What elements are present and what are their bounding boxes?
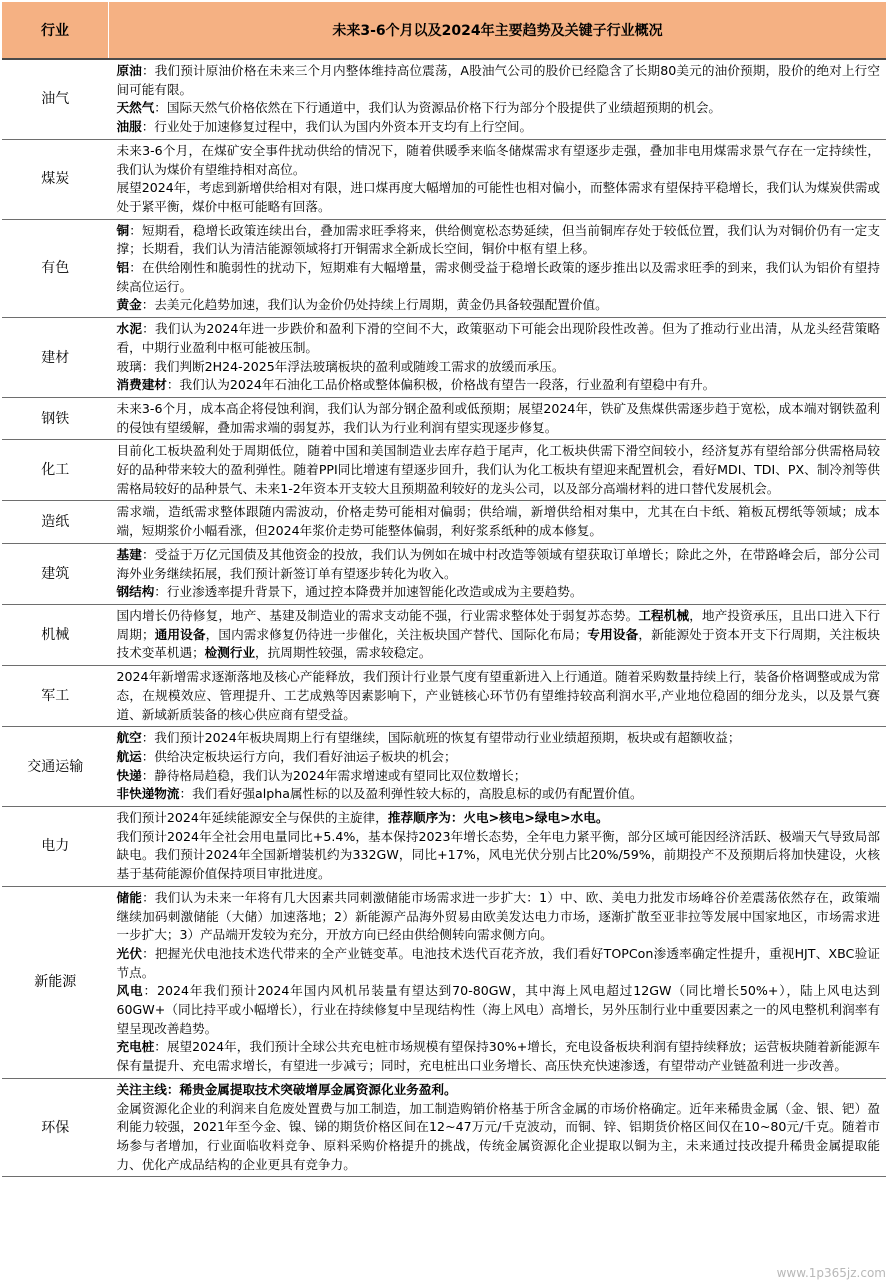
paragraph-text: 我们预计2024年延续能源安全与保供的主旋律，: [116, 810, 388, 826]
keyword-label: 钢结构: [116, 584, 155, 600]
paragraph-text: ：去美元化趋势加速，我们认为金价仍处持续上行周期，黄金仍具备较强配置价值。: [141, 297, 608, 313]
keyword-label: 非快递物流: [116, 786, 180, 802]
table-header-row: [2, 2, 886, 59]
paragraph-text: ：我们认为2024年石油化工品价格或整体偏积极，价格战有望告一段落，行业盈利有望稳中有升。: [166, 377, 716, 393]
outlook-paragraph: [117, 296, 881, 315]
keyword-label: 油服: [116, 119, 142, 135]
outlook-paragraph: [117, 607, 881, 663]
outlook-paragraph: [117, 583, 881, 602]
industry-cell: 化工: [2, 440, 109, 501]
keyword-label: 光伏: [116, 945, 143, 961]
paragraph-text: ：我们看好强alpha属性标的以及盈利弹性较大标的，高股息标的或仍有配置价值。: [179, 786, 643, 802]
keyword-label: 专用设备: [587, 626, 639, 642]
paragraph-text: ：我们预计2024年板块周期上行有望继续，国际航班的恢复有望带动行业业绩超预期，板块或有超额收益；: [141, 730, 741, 746]
outlook-cell: [109, 501, 887, 543]
outlook-paragraph: [117, 99, 881, 118]
table-row: [2, 1078, 886, 1177]
outlook-cell: [109, 807, 887, 887]
table-row: [2, 807, 886, 887]
keyword-label: 天然气: [116, 100, 155, 116]
paragraph-text: ：受益于万亿元国债及其他资金的投放，我们认为例如在城中村改造等领域有望获取订单增长；除此之外，在带路峰会后，部分公司海外业务继续拓展，我们预计新签订单有望逐步转化为收入。: [116, 546, 881, 581]
keyword-label: 工程机械: [638, 607, 690, 623]
keyword-label: 消费建材: [116, 377, 167, 393]
table-row: [2, 501, 886, 543]
keyword-label: 水泥: [116, 321, 143, 337]
keyword-label: 原油: [116, 63, 142, 78]
paragraph-text: ：静待格局趋稳，我们认为2024年需求增速或有望同比双位数增长；: [141, 767, 527, 783]
keyword-label: 关注主线：稀贵金属提取技术突破增厚金属资源化业务盈利。: [116, 1081, 457, 1097]
industry-cell: 军工: [2, 666, 109, 727]
paragraph-text: 需求端，造纸需求整体跟随内需波动，价格走势可能相对偏弱；供给端，新增供给相对集中，尤其在白卡纸、箱板瓦楞纸等领域；成本端，短期浆价小幅看涨，但2024年浆价走势可能整体偏弱，利好浆系纸种的成本修复。: [116, 504, 880, 539]
outlook-paragraph: [117, 1081, 881, 1100]
industry-cell: 钢铁: [2, 397, 109, 439]
keyword-label: 快递: [116, 767, 142, 783]
header-industry: 行业: [2, 2, 109, 59]
keyword-label: 航空: [116, 730, 142, 746]
industry-cell: 建材: [2, 318, 109, 398]
paragraph-text: ：我们认为2024年进一步跌价和盈利下滑的空间不大，政策驱动下可能会出现阶段性改善。但为了推动行业出清，从龙头经营策略看，中期行业盈利中枢可能被压制。: [116, 321, 880, 355]
paragraph-text: ：在供给刚性和脆弱性的扰动下，短期难有大幅增量，需求侧受益于稳增长政策的逐步推出以及需求旺季的到来，我们认为铝价有望持续高位运行。: [116, 260, 881, 294]
table-row: [2, 397, 886, 439]
outlook-paragraph: [117, 358, 881, 377]
paragraph-text: ：2024年我们预计2024年国内风机吊装量有望达到70-80GW，其中海上风电超过12GW（同比增长50%+），陆上风电达到60GW+（同比持平或小幅增长），行业在持续修复中呈现结构性（海上风电）高增长，另外压制行业中重要因素之一的风电整机利润率有望呈现改善趋势。: [116, 983, 881, 1036]
paragraph-text: ，地产投资承压，且出口进入下行周期；: [116, 607, 881, 642]
industry-cell: 油气: [2, 59, 109, 139]
outlook-paragraph: [117, 828, 881, 884]
keyword-label: 通用设备: [154, 626, 206, 642]
table-row: [2, 886, 886, 1078]
outlook-cell: [109, 440, 887, 501]
paragraph-text: 金属资源化企业的利润来自危废处置费与加工制造，加工制造购销价格基于所含金属的市场价格确定。近年来稀贵金属（金、银、钯）盈利能力较强，2021年至今金、镍、锑的期货价格区间在12~47万元/千克波动，而铜、锌、铝期货价格区间仅在10~80元/千克。随着市场参与者增加，行业面临收料竞争、原料采购价格提升的挑战，传统金属资源化企业提取以铜为主，未来通过技改提升稀贵金属提取能力、优化产成品结构的企业更具有竞争力。: [116, 1100, 880, 1172]
outlook-paragraph: [117, 179, 881, 216]
outlook-paragraph: [117, 62, 881, 99]
outlook-cell: [109, 397, 887, 439]
keyword-label: 储能: [116, 889, 143, 905]
outlook-cell: [109, 318, 887, 398]
outlook-paragraph: [117, 320, 881, 357]
paragraph-text: ：行业渗透率提升背景下，通过控本降费并加速智能化改造或成为主要趋势。: [154, 584, 583, 600]
outlook-paragraph: [117, 1038, 881, 1075]
industry-cell: 机械: [2, 604, 109, 665]
keyword-label: 风电: [116, 983, 144, 999]
paragraph-text: 未来3-6个月，成本高企将侵蚀利润，我们认为部分钢企盈利或低预期；展望2024年，铁矿及焦煤供需逐步趋于宽松，成本端对钢铁盈利的侵蚀有望缓解，叠加需求端的弱复苏，我们认为行业利润有望实现逐步修复。: [116, 400, 880, 435]
paragraph-text: 未来3-6个月，在煤矿安全事件扰动供给的情况下，随着供暖季来临冬储煤需求有望逐步走强，叠加非电用煤需求景气存在一定持续性，我们认为煤价有望维持相对高位。: [116, 142, 880, 177]
industry-cell: 建筑: [2, 543, 109, 604]
outlook-paragraph: [117, 945, 881, 982]
outlook-cell: [109, 1078, 887, 1177]
outlook-paragraph: [117, 748, 881, 767]
keyword-label: 检测行业: [204, 645, 256, 661]
keyword-label: 推荐顺序为：火电>核电>绿电>水电。: [387, 810, 609, 826]
paragraph-text: 国内增长仍待修复，地产、基建及制造业的需求支动能不强，行业需求整体处于弱复苏态势。: [116, 607, 639, 623]
keyword-label: 铝: [116, 260, 130, 276]
paragraph-text: ，新能源处于资本开支下行周期，关注板块技术变革机遇；: [116, 626, 881, 661]
outlook-paragraph: [117, 809, 881, 828]
table-row: [2, 727, 886, 807]
table-row: [2, 543, 886, 604]
outlook-paragraph: [117, 442, 881, 498]
paragraph-text: ：国际天然气价格依然在下行通道中，我们认为资源品价格下行为部分个股提供了业绩超预期的机会。: [154, 100, 721, 116]
industry-cell: 新能源: [2, 886, 109, 1078]
paragraph-text: ：我们认为未来一年将有几大因素共同刺激储能市场需求进一步扩大：1）中、欧、美电力批发市场峰谷价差震荡依然存在，政策端继续加码刺激储能（大储）加速落地；2）新能源产品海外贸易由欧美发达电力市场，逐渐扩散至亚非拉等发展中国家地区，市场需求进一步扩大；3）产品端开发较为充分，开放方向已经由供给侧转向需求侧方向。: [116, 889, 881, 943]
outlook-paragraph: [117, 222, 881, 259]
paragraph-text: 展望2024年，考虑到新增供给相对有限，进口煤再度大幅增加的可能性也相对偏小，而整体需求有望保持平稳增长，我们认为煤炭供需或处于紧平衡，煤价中枢可能略有回落。: [116, 180, 880, 214]
outlook-paragraph: [117, 668, 881, 724]
outlook-cell: [109, 727, 887, 807]
paragraph-text: ：短期看，稳增长政策连续出台，叠加需求旺季将来，供给侧宽松态势延续，但当前铜库存处于较低位置，我们认为对铜价仍有一定支撑；长期看，我们认为清洁能源领域将打开铜需求全新成长空间，铜价中枢有望上移。: [116, 222, 881, 257]
keyword-label: 黄金: [116, 297, 142, 313]
outlook-paragraph: [117, 889, 881, 945]
outlook-paragraph: [117, 400, 881, 437]
paragraph-text: 我们预计2024年全社会用电量同比+5.4%，基本保持2023年增长态势，全年电力紧平衡，部分区域可能因经济活跃、极端天气导致局部缺电。我们预计2024年全国新增装机约为332GW，同比+17%，风电光伏分别占比20%/59%，前期投产不及预期后将加快建设，火核基于基荷能源价值保持项目审批进度。: [116, 828, 880, 882]
paragraph-text: 玻璃：我们判断2H24-2025年浮法玻璃板块的盈利或随竣工需求的放缓而承压。: [116, 358, 565, 374]
outlook-paragraph: [117, 376, 881, 395]
paragraph-text: ：展望2024年，我们预计全球公共充电桩市场规模有望保持30%+增长，充电设备板块利润有望持续释放；运营板块随着新能源车保有量提升、充电需求增长，有望进一步减亏；同时，充电桩出口业务增长、高压快充快速渗透，有望带动产业链盈利进一步改善。: [116, 1039, 880, 1074]
industry-outlook-table: [2, 2, 886, 1177]
paragraph-text: ：行业处于加速修复过程中，我们认为国内外资本开支均有上行空间。: [141, 119, 533, 135]
table-row: [2, 604, 886, 665]
industry-cell: 环保: [2, 1078, 109, 1177]
paragraph-text: ，抗周期性较强，需求较稳定。: [255, 645, 432, 661]
outlook-cell: [109, 666, 887, 727]
table-row: [2, 440, 886, 501]
paragraph-text: 2024年新增需求逐渐落地及核心产能释放，我们预计行业景气度有望重新进入上行通道。随着采购数量持续上行，装备价格调整或成为常态，在规模效应、管理提升、工艺成熟等因素影响下，产业链核心环节仍有望维持较高利润水平,产业地位稳固的细分龙头，以及景气赛道、新域新质装备的核心供应商有望受益。: [116, 669, 880, 722]
industry-cell: 交通运输: [2, 727, 109, 807]
outlook-paragraph: [117, 785, 881, 804]
paragraph-text: ：供给决定板块运行方向，我们看好油运子板块的机会；: [141, 748, 457, 764]
outlook-paragraph: [117, 503, 881, 540]
keyword-label: 航运: [116, 748, 142, 764]
industry-cell: 造纸: [2, 501, 109, 543]
outlook-paragraph: [117, 118, 881, 137]
keyword-label: 铜: [116, 222, 130, 238]
outlook-cell: [109, 543, 887, 604]
table-row: [2, 59, 886, 139]
outlook-paragraph: [117, 1100, 881, 1175]
header-outlook: 未来3-6个月以及2024年主要趋势及关键子行业概况: [109, 2, 887, 59]
outlook-paragraph: [117, 729, 881, 748]
outlook-cell: [109, 59, 887, 139]
industry-cell: 煤炭: [2, 139, 109, 219]
paragraph-text: ：我们预计原油价格在未来三个月内整体维持高位震荡，A股油气公司的股价已经隐含了长期80美元的油价预期，股价的绝对上行空间可能有限。: [116, 63, 881, 97]
industry-cell: 有色: [2, 219, 109, 318]
outlook-paragraph: [117, 982, 881, 1038]
outlook-paragraph: [117, 259, 881, 296]
table-row: [2, 318, 886, 398]
keyword-label: 充电桩: [116, 1039, 155, 1055]
outlook-cell: [109, 886, 887, 1078]
paragraph-text: ：把握光伏电池技术迭代带来的全产业链变革。电池技术迭代百花齐放，我们看好TOPCon渗透率确定性提升，重视HJT、XBC验证节点。: [116, 945, 880, 980]
industry-cell: 电力: [2, 807, 109, 887]
outlook-cell: [109, 604, 887, 665]
paragraph-text: ，国内需求修复仍待进一步催化，关注板块国产替代、国际化布局；: [205, 626, 588, 642]
keyword-label: 基建: [116, 546, 142, 562]
outlook-cell: [109, 219, 887, 318]
watermark: www.1p365jz.com: [776, 1266, 886, 1280]
table-row: [2, 139, 886, 219]
table-row: [2, 219, 886, 318]
outlook-paragraph: [117, 767, 881, 786]
table-row: [2, 666, 886, 727]
paragraph-text: 目前化工板块盈利处于周期低位，随着中国和美国制造业去库存趋于尾声，化工板块供需下滑空间较小，经济复苏有望给部分供需格局较好的品种带来较大的盈利弹性。随着PPI同比增速有望逐步回升，我们认为化工板块有望迎来配置机会，看好MDI、TDI、PX、制冷剂等供需格局较好的品种景气、未来1-2年资本开支较大且预期盈利较好的龙头公司，以及部分高端材料的进口替代发展机会。: [116, 443, 880, 496]
outlook-cell: [109, 139, 887, 219]
outlook-paragraph: [117, 142, 881, 179]
outlook-paragraph: [117, 546, 881, 583]
